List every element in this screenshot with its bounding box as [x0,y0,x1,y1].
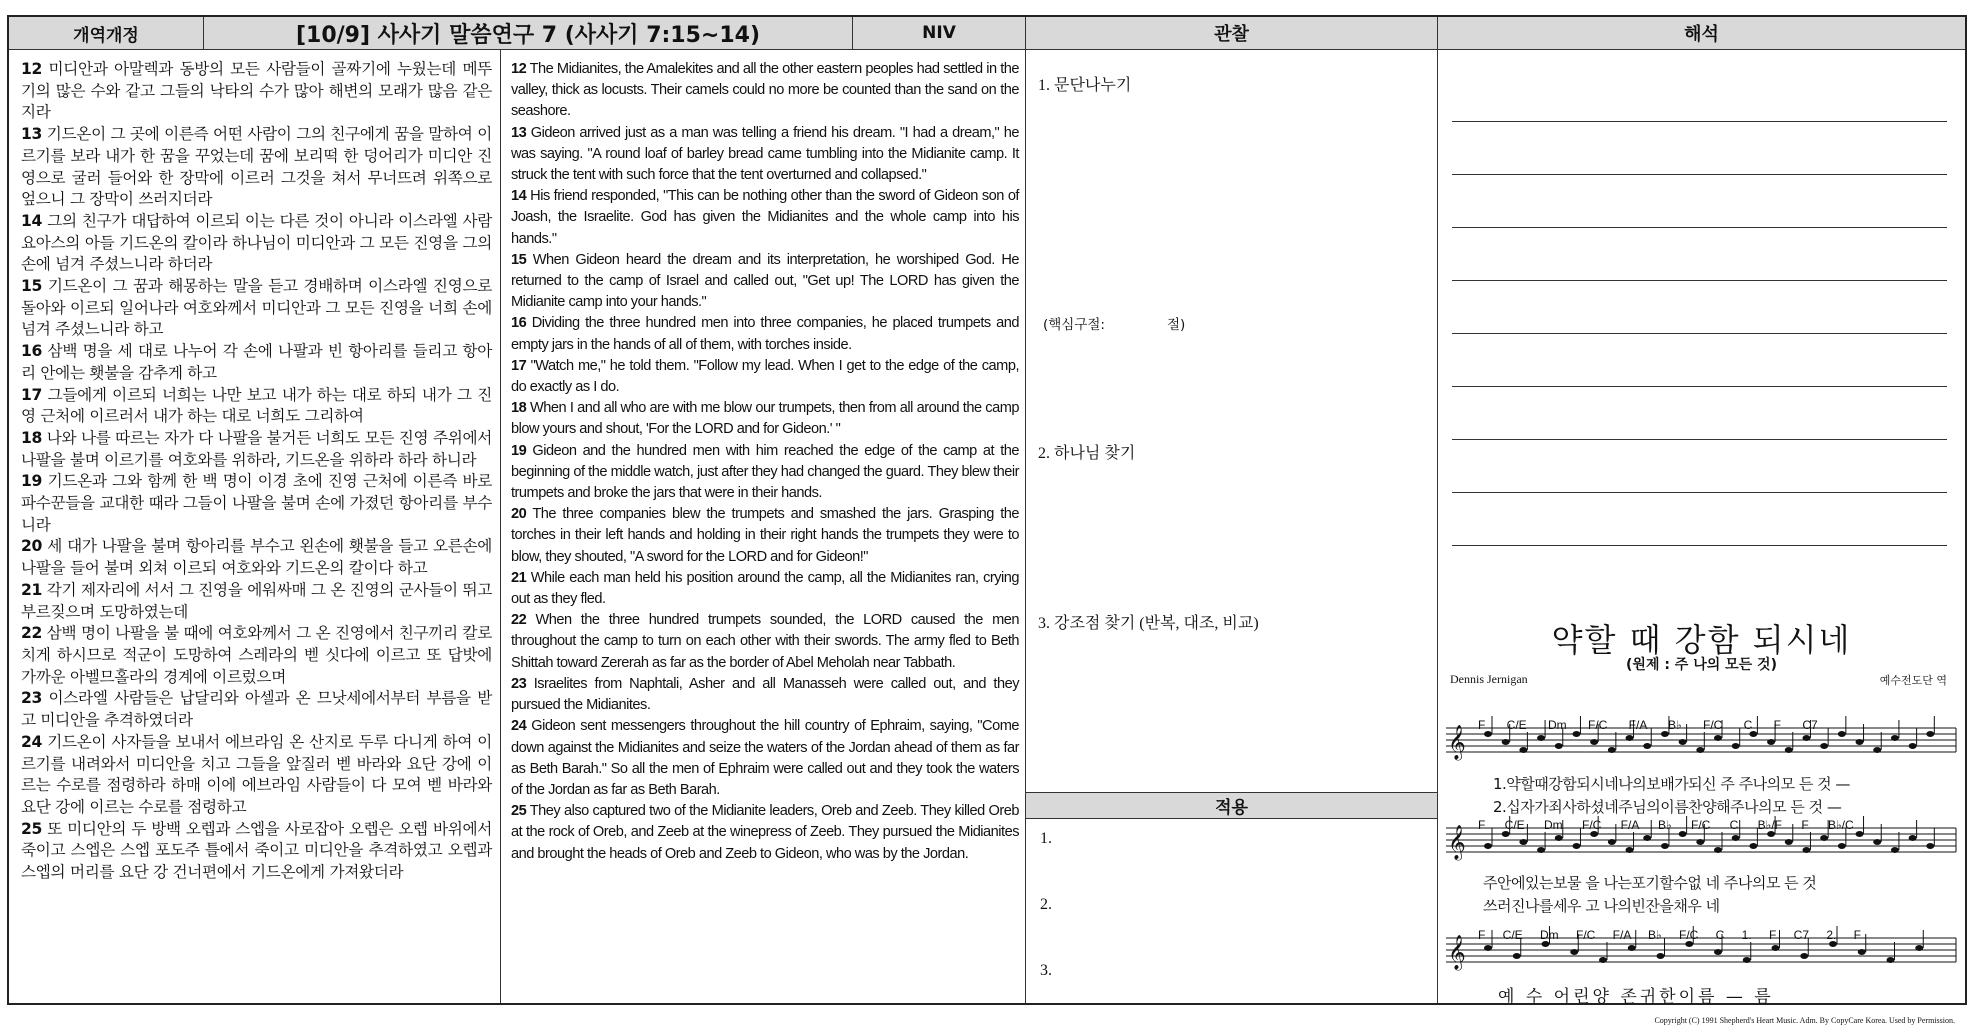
verse-text: While each man held his position around the camp, all the Midianites ran, crying out as they fled. [511,569,1020,608]
korean-verse [21,211,492,276]
note-head [1785,839,1793,845]
korean-verse [21,580,492,623]
verse-number: 19 [511,442,527,459]
note-head [1679,739,1687,745]
note-head [1772,945,1780,951]
note-head [1484,945,1492,951]
niv-verse [511,250,1019,314]
svg-text:𝄞: 𝄞 [1448,935,1466,970]
verse-text: 기드온이 그 곳에 이른즉 어떤 사람이 그의 친구에게 꿈을 말하여 이르기를 보라 내가 한 꿈을 꾸었는데 꿈에 보리떡 한 덩어리가 미디안 진영으로 굴러 들어와 한 장막에 이르러 그것을 쳐서 무너뜨려 위쪽으로 엎으니 그 장막이 쓰러지더라 [21,125,492,209]
verse-text: Gideon sent messengers throughout the hill country of Ephraim, saying, "Come down against the Midianites and seize the waters of the Jordan ahead of them as far as Beth Barah." So all the men of Ephraim were called out and they took the waters of the Jordan as far as Beth Barah. [511,718,1019,798]
niv-verse [511,59,1019,123]
note-head [1926,731,1934,737]
verse-number: 24 [21,732,43,751]
song-title: 약할 때 강함 되시네 [1551,621,1852,659]
verse-text: "Watch me," he told them. "Follow my lead. When I get to the edge of the camp, do exactly as I do. [511,357,1019,396]
niv-verse [511,801,1019,865]
niv-verse [511,186,1019,250]
note-head [1820,743,1828,749]
niv-verse [511,610,1019,674]
note-head [1714,847,1722,853]
writing-line [1452,439,1947,440]
verse-text: Gideon and the hundred men with him reached the edge of the camp at the beginning of the middle watch, just after they had changed the guard. They blew their trumpets and broke the jars that were in their hands. [511,442,1019,502]
niv-verse [511,398,1019,440]
application-item-2: 2. [1040,896,1052,913]
note-head [1800,953,1808,959]
note-head [1915,945,1923,951]
svg-text:𝄞: 𝄞 [1448,725,1466,760]
korean-verse [21,732,492,819]
header-observation: 관찰 [1026,17,1438,50]
observation-column [1026,50,1438,1003]
note-head [1661,843,1669,849]
verse-text: The three companies blew the trumpets and smashed the jars. Grasping the torches in their left hands and holding in their right hands the trumpets they were to blow, they shouted, "A sword for the LORD and for Gideon!" [511,506,1019,565]
verse-text: 나와 나를 따르는 자가 다 나팔을 불거든 너희도 모든 진영 주위에서 나팔을 불며 이르기를 여호와를 위하라, 기드온을 위하라 하라 하니라 [21,428,492,469]
korean-verse [21,623,492,688]
verse-number: 14 [511,188,527,205]
note-head [1767,739,1775,745]
verse-text: 세 대가 나팔을 불며 항아리를 부수고 왼손에 횃불을 들고 오른손에 나팔을 들어 불며 외쳐 이르되 여호와와 기드온의 칼이다 하고 [21,537,492,578]
verse-number: 20 [511,506,527,523]
song-copyright: Copyright (C) 1991 Shepherd's Heart Music. Adm. By CopyCare Korea. Used by Permission. [1654,1016,1955,1025]
korean-verse [21,819,492,884]
verse-number: 12 [511,61,527,77]
note-head [1856,831,1864,837]
korean-verse [21,471,492,536]
korean-verse [21,536,492,579]
note-head [1714,949,1722,955]
note-head [1891,847,1899,853]
note-head [1537,735,1545,741]
verse-number: 15 [511,251,527,268]
verse-number: 24 [511,718,527,735]
verse-text: 미디안과 아말렉과 동방의 모든 사람들이 골짜기에 누웠는데 메뚜기의 많은 수와 같고 그들의 낙타의 수가 많아 해변의 모래가 많음 같은지라 [21,60,492,122]
verse-text: 기드온과 그와 함께 한 백 명이 이경 초에 진영 근처에 이른즉 바로 파수꾼들을 교대한 때라 그들이 나팔을 불며 손에 가졌던 항아리를 부수니라 [21,472,492,534]
verse-number: 14 [21,211,43,230]
note-head [1555,835,1563,841]
note-head [1537,847,1545,853]
observation-find-emphasis: 3. 강조점 찾기 (반복, 대조, 비교) [1038,615,1259,632]
note-head [1802,735,1810,741]
verse-number: 22 [511,612,527,629]
song-translator: 예수전도단 역 [1879,674,1947,687]
verse-number: 16 [511,315,527,332]
study-sheet [7,15,1967,1025]
verse-number: 18 [21,428,43,447]
korean-verse [21,385,492,428]
writing-line [1452,492,1947,493]
writing-line [1452,227,1947,228]
song-lyric-verse-2: 2.십자가죄사하셨네주님의이름찬양해주나의모 든 것 — [1493,798,1842,816]
chord-row-3: F C/E Dm F/C F/A B♭ F/C C 1. F C7 2. F [1478,928,1862,942]
verse-text: 삼백 명이 나팔을 불 때에 여호와께서 그 온 진영에서 친구끼리 칼로 치게 하시므로 적군이 도망하여 스레라의 벧 싯다에 이르고 또 답밧에 가까운 아벨므홀라의 경계에 이르렀으며 [21,624,492,686]
song-composer: Dennis Jernigan [1450,672,1528,686]
verse-number: 20 [21,537,43,556]
note-head [1572,843,1580,849]
note-head [1608,839,1616,845]
note-head [1749,843,1757,849]
application-item-3: 3. [1040,962,1052,979]
verse-text: 각기 제자리에 서서 그 진영을 에워싸매 그 온 진영의 군사들이 뛰고 부르짖으며 도망하였는데 [21,580,492,621]
verse-text: They also captured two of the Midianite leaders, Oreb and Zeeb. They killed Oreb at the rock of Oreb, and Zeeb at the winepress of Zeeb. They pursued the Midianites and brought the heads of Oreb and Zeeb to Gideon, who was by the Jordan. [511,803,1019,862]
note-head [1732,743,1740,749]
note-head [1802,847,1810,853]
note-head [1608,747,1616,753]
verse-text: 또 미디안의 두 방백 오렙과 스엡을 사로잡아 오렙은 오렙 바위에서 죽이고 스엡은 스엡 포도주 틀에서 죽이고 미디안을 추격하였고 오렙과 스엡의 머리를 요단 강 건너편에서 기드온에게 가져왔더라 [21,819,492,882]
korean-verse [21,428,492,471]
note-head [1590,739,1598,745]
korean-verse [21,124,492,211]
verse-number: 17 [511,357,527,374]
note-head [1909,835,1917,841]
note-head [1519,839,1527,845]
verse-text: Gideon arrived just as a man was telling a friend his dream. "I had a dream," he was saying. "A round loaf of barley bread came tumbling into the Midianite camp. It struck the tent with such force that the tent overturned and collapsed." [511,124,1020,184]
verse-text: Dividing the three hundred men into three companies, he placed trumpets and empty jars in the hands of all of them, with torches inside. [511,315,1019,353]
note-head [1743,957,1751,963]
verse-text: When Gideon heard the dream and its interpretation, he worshiped God. He returned to the camp of Israel and called out, "Get up! The LORD has given the Midianite camp into your hands." [511,251,1019,311]
interpretation-column [1438,50,1965,1025]
verse-number: 16 [21,342,43,361]
song-lyric-line-3: 주안에있는보물 을 나는포기할수없 네 주나의모 든 것 [1483,874,1817,892]
korean-verse [21,59,492,124]
note-head [1628,945,1636,951]
chord-row-1: F C/E Dm F/C F/A B♭ F/C C F C7 [1478,718,1818,732]
verse-text: When I and all who are with me blow our trumpets, then from all around the camp blow yours and shout, 'For the LORD and for Gideon.' " [511,400,1019,438]
header-niv-label: NIV [853,17,1026,50]
note-head [1891,735,1899,741]
note-head [1519,747,1527,753]
verse-text: The Midianites, the Amalekites and all the other eastern peoples had settled in the valley, thick as locusts. Their camels could no more be counted than the sand on the seashore. [511,61,1019,120]
note-head [1484,843,1492,849]
header-interpretation: 해석 [1438,17,1965,50]
note-head [1838,731,1846,737]
note-head [1570,949,1578,955]
niv-text-column [501,50,1026,1003]
note-head [1555,743,1563,749]
song-subtitle: (원제 : 주 나의 모든 것) [1626,657,1777,673]
niv-verse [511,313,1019,355]
song-lyric-verse-1: 1.약할때강함되시네나의보배가되신 주 주나의모 든 것 — [1493,775,1850,793]
note-head [1626,847,1634,853]
writing-line [1452,280,1947,281]
note-head [1926,843,1934,849]
note-head [1909,743,1917,749]
song-lyric-line-5: 예 수 어린양 존귀한이름 — 름 [1498,987,1774,1007]
note-head [1657,953,1665,959]
verse-number: 25 [21,819,43,838]
writing-line [1452,386,1947,387]
korean-text-column [9,50,501,1003]
writing-line [1452,545,1947,546]
niv-verse [511,123,1019,187]
writing-line [1452,333,1947,334]
note-head [1785,747,1793,753]
note-head [1858,949,1866,955]
verse-number: 19 [21,472,43,491]
verse-text: 기드온이 사자들을 보내서 에브라임 온 산지로 두루 다니게 하여 이르기를 내려와서 미디안을 치고 그들을 앞질러 벧 바라와 요단 강에 이르는 수로를 점령하라 하매 이에 에브라임 사람들이 다 모여 벧 바라와 요단 강에 이르는 수로를 점령하고 [21,732,492,816]
verse-text: When the three hundred trumpets sounded, the LORD caused the men throughout the camp to turn on each other with their swords. The army fled to Beth Shittah toward Zererah as far as the border of Abel Meholah near Tabbath. [511,612,1019,671]
note-head [1873,839,1881,845]
verse-number: 13 [511,124,527,141]
writing-line [1452,174,1947,175]
song-lyric-line-4: 쓰러진나를세우 고 나의빈잔을채우 네 [1483,897,1720,915]
key-verse-label: (핵심구절: [1043,317,1105,333]
note-head [1820,835,1828,841]
verse-number: 21 [511,569,527,586]
niv-verse [511,356,1019,398]
note-head [1513,953,1521,959]
verse-number: 21 [21,580,43,599]
note-head [1502,739,1510,745]
korean-verse [21,688,492,731]
application-header: 적용 [1026,792,1437,819]
verse-text: Israelites from Naphtali, Asher and all Manasseh were called out, and they pursued the Midianites. [511,675,1019,714]
header-translation-tab: 개역개정 [9,17,204,50]
key-verse-suffix: 절) [1166,317,1186,333]
verse-number: 13 [21,125,43,144]
note-head [1643,835,1651,841]
niv-verse [511,504,1019,568]
note-head [1856,739,1864,745]
note-head [1643,743,1651,749]
verse-number: 15 [21,277,43,296]
note-head [1714,735,1722,741]
verse-text: 기드온이 그 꿈과 해몽하는 말을 듣고 경배하며 이스라엘 진영으로 돌아와 이르되 일어나라 여호와께서 미디안과 그 모든 진영을 너희 손에 넘겨 주셨느니라 하고 [21,277,492,339]
key-verse-field [1043,313,1185,333]
verse-text: 이스라엘 사람들은 납달리와 아셀과 온 므낫세에서부터 부름을 받고 미디안을 추격하였더라 [21,689,492,730]
sheet-music [1438,690,1965,1020]
verse-text: 삼백 명을 세 대로 나누어 각 손에 나팔과 빈 항아리를 들리고 항아리 안에는 횃불을 감추게 하고 [21,342,492,382]
niv-verse [511,441,1019,505]
note-head [1873,747,1881,753]
niv-verse [511,674,1019,716]
note-head [1599,957,1607,963]
observation-paragraph-division: 1. 문단나누기 [1038,77,1132,94]
verse-text: 그들에게 이르되 너희는 나만 보고 내가 하는 대로 하되 내가 그 진영 근처에 이르러서 내가 하는 대로 너희도 그리하여 [21,385,492,426]
verse-number: 18 [511,400,527,417]
verse-number: 17 [21,385,43,404]
note-head [1732,835,1740,841]
chord-row-2: F C/E Dm F/C F/A B♭ F/C C B♭/F F B♭/C [1478,818,1854,832]
note-head [1696,747,1704,753]
svg-text:𝄞: 𝄞 [1448,825,1466,860]
application-item-1: 1. [1040,830,1052,847]
korean-verse [21,341,492,384]
page-title: [10/9] 사사기 말씀연구 7 (사사기 7:15~14) [204,17,853,50]
observation-find-god: 2. 하나님 찾기 [1038,445,1136,462]
verse-text: 그의 친구가 대답하여 이르되 이는 다른 것이 아니라 이스라엘 사람 요아스의 아들 기드온의 칼이라 하나님이 미디안과 그 모든 진영을 그의 손에 넘겨 주셨느니라 하더라 [21,211,492,274]
korean-verse [21,276,492,341]
note-head [1696,839,1704,845]
verse-number: 22 [21,624,43,643]
writing-line [1452,121,1947,122]
verse-number: 25 [511,803,527,820]
verse-number: 12 [21,60,43,78]
verse-number: 23 [21,689,43,708]
niv-verse [511,568,1019,610]
note-head [1626,735,1634,741]
verse-text: His friend responded, "This can be nothing other than the sword of Gideon son of Joash, the Israelite. God has given the Midianites and the whole camp into his hands." [511,188,1019,247]
verse-number: 23 [511,675,527,692]
note-head [1838,843,1846,849]
niv-verse [511,716,1019,801]
note-head [1887,957,1895,963]
